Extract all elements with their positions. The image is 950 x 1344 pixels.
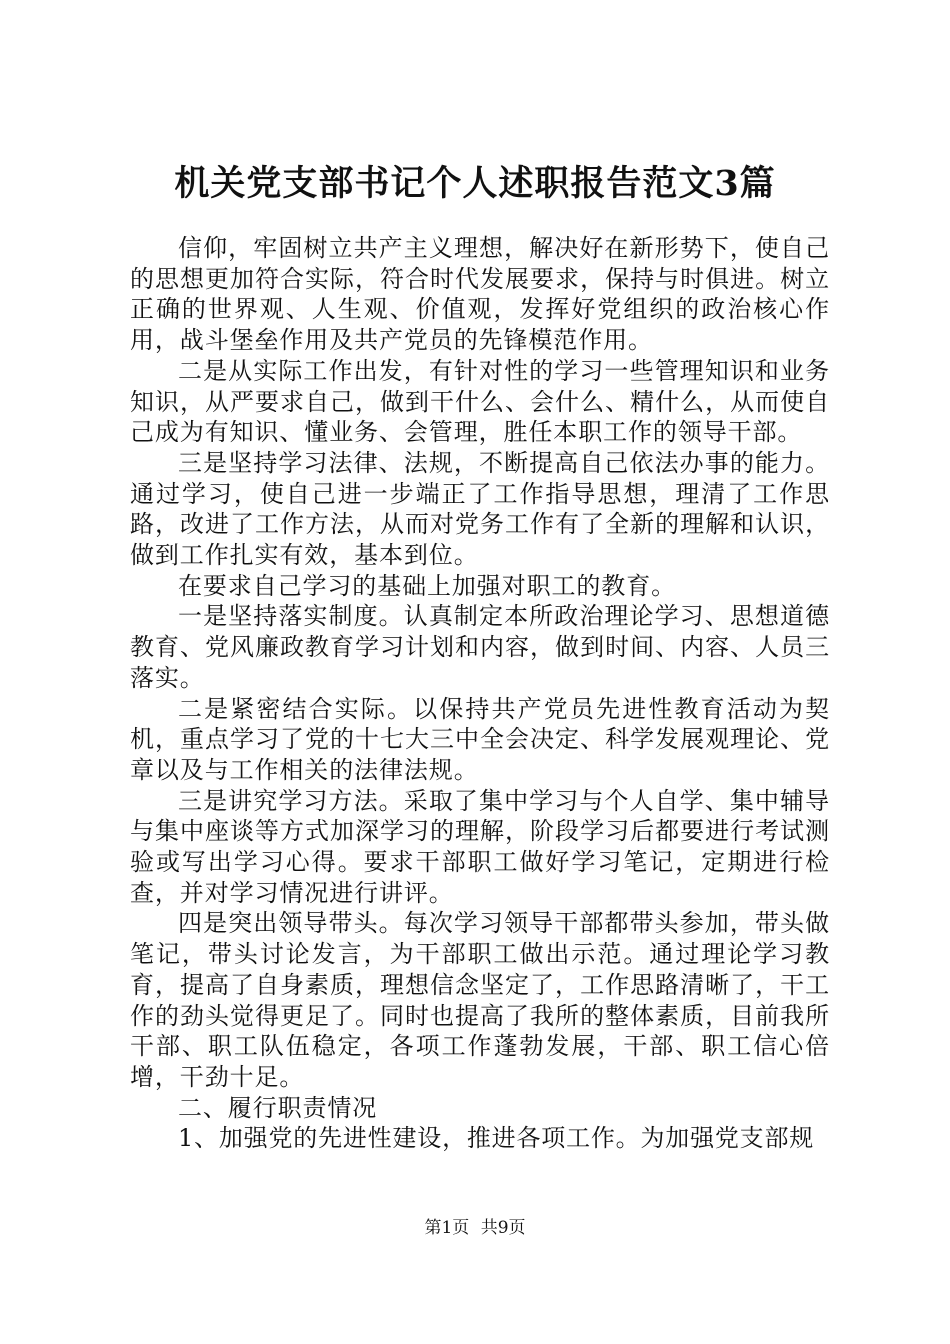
paragraph: 一是坚持落实制度。认真制定本所政治理论学习、思想道德教育、党风廉政教育学习计划和内容，做到时间、内容、人员三落实。 [130,602,830,692]
paragraph: 四是突出领导带头。每次学习领导干部都带头参加，带头做笔记，带头讨论发言，为干部职工做出示范。通过理论学习教育，提高了自身素质，理想信念坚定了，工作思路清晰了，干工作的劲头觉得更足了。同时也提高了我所的整体素质，目前我所干部、职工队伍稳定，各项工作蓬勃发展，干部、职工信心倍增，干劲十足。 [130,909,830,1091]
paragraph: 在要求自己学习的基础上加强对职工的教育。 [178,571,676,600]
document-title: 机关党支部书记个人述职报告范文3篇 [174,163,776,204]
page-number: 第1页 [424,1218,470,1238]
paragraph: 三是讲究学习方法。采取了集中学习与个人自学、集中辅导与集中座谈等方式加深学习的理解，阶段学习后都要进行考试测验或写出学习心得。要求干部职工做好学习笔记，定期进行检查，并对学习情况进行讲评。 [130,786,830,907]
page-footer [0,1217,950,1239]
page-total: 共9页 [480,1218,526,1238]
paragraph: 信仰，牢固树立共产主义理想，解决好在新形势下，使自己的思想更加符合实际，符合时代发展要求，保持与时俱进。树立正确的世界观、人生观、价值观，发挥好党组织的政治核心作用，战斗堡垒作用及共产党员的先锋模范作用。 [130,234,830,355]
paragraph: 1、加强党的先进性建设，推进各项工作。为加强党支部规 [178,1124,815,1153]
document-body [130,233,830,1154]
section-heading: 二、履行职责情况 [178,1093,378,1122]
paragraph: 三是坚持学习法律、法规，不断提高自己依法办事的能力。通过学习，使自己进一步端正了工作指导思想，理清了工作思路，改进了工作方法，从而对党务工作有了全新的理解和认识，做到工作扎实有效，基本到位。 [130,448,830,570]
paragraph: 二是从实际工作出发，有针对性的学习一些管理知识和业务知识，从严要求自己，做到干什么、会什么、精什么，从而使自己成为有知识、懂业务、会管理，胜任本职工作的领导干部。 [130,356,830,447]
paragraph: 二是紧密结合实际。以保持共产党员先进性教育活动为契机，重点学习了党的十七大三中全会决定、科学发展观理论、党章以及与工作相关的法律法规。 [130,694,830,784]
